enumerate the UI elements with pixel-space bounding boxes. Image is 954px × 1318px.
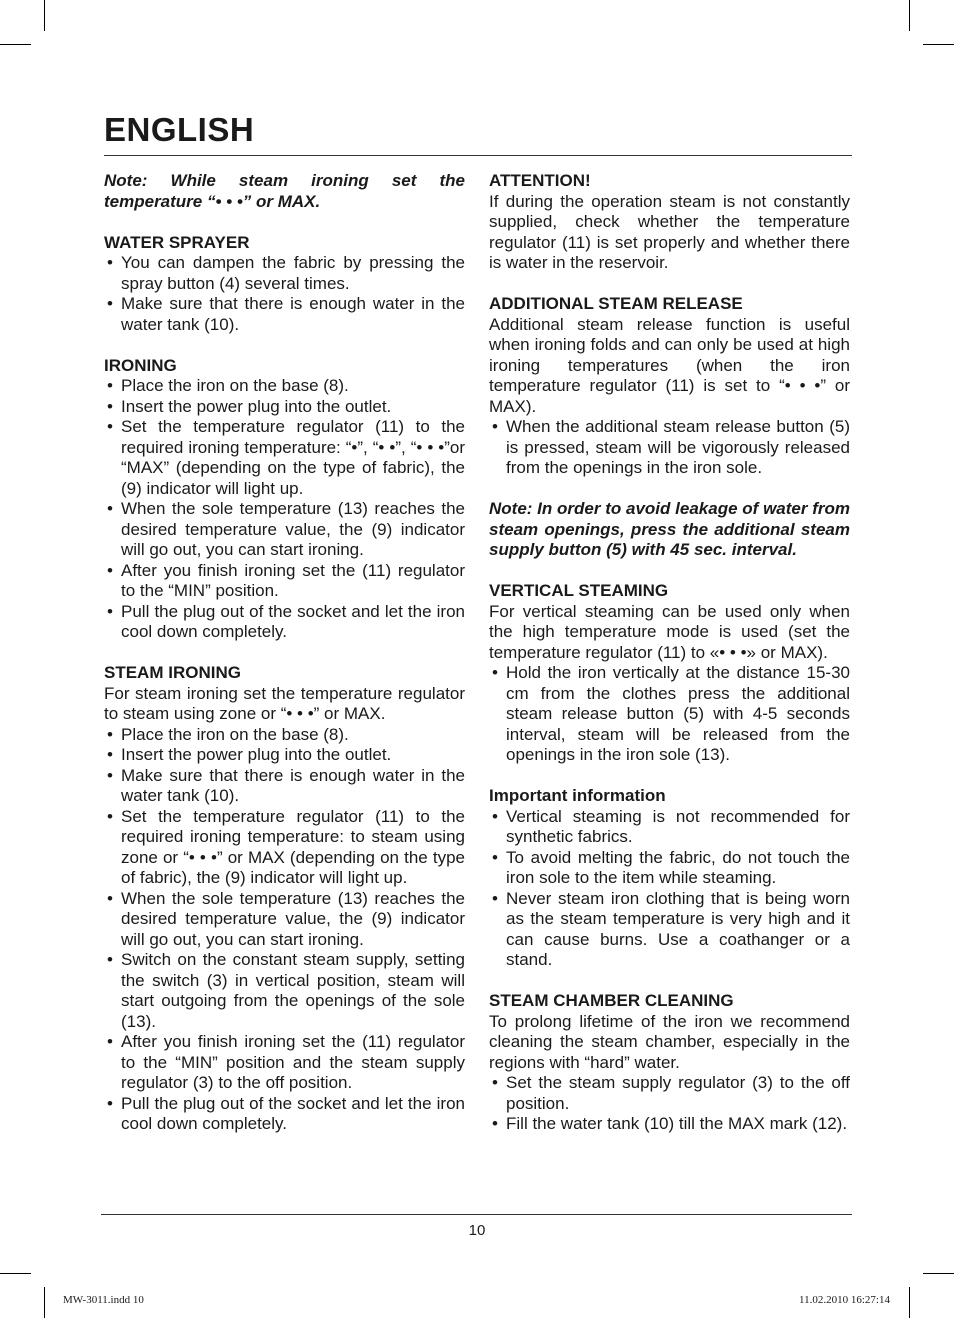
- bullet-glyph: •: [492, 417, 498, 436]
- leakage-note-section: [489, 499, 850, 561]
- right-column: [489, 171, 850, 1135]
- list-item: [104, 807, 465, 889]
- list-item-text: Set the temperature regulator (11) to the required ironing temperature: “•”, “• •”, “• • •”or “MAX” (depending on the type of fabric), the (9) indicator will light up.: [121, 417, 465, 498]
- bullet-glyph: •: [492, 1114, 498, 1133]
- print-file-slug: MW-3011.indd 10: [63, 1294, 144, 1306]
- attention-text: If during the operation steam is not constantly supplied, check whether the temperature regulator (11) is set properly and whether there is water in the reservoir.: [489, 191, 850, 272]
- bullet-glyph: •: [107, 560, 113, 580]
- list-item-text: Make sure that there is enough water in the water tank (10).: [121, 765, 465, 805]
- bullet-glyph: •: [492, 1073, 498, 1092]
- vertical-steaming-list: [489, 663, 850, 766]
- list-item-text: After you finish ironing set the (11) regulator to the “MIN” position and the steam supply regulator (3) to the off position.: [121, 1032, 465, 1092]
- water-sprayer-heading: WATER SPRAYER: [104, 232, 250, 252]
- ironing-section: [104, 356, 465, 643]
- bullet-glyph: •: [107, 765, 113, 785]
- list-item: [489, 663, 850, 766]
- crop-mark: [923, 1273, 954, 1274]
- list-item-text: Make sure that there is enough water in the water tank (10).: [121, 294, 465, 334]
- list-item-text: Vertical steaming is not recommended for synthetic fabrics.: [506, 806, 850, 846]
- list-item: [489, 1073, 850, 1114]
- steam-chamber-intro: To prolong lifetime of the iron we recommend cleaning the steam chamber, especially in the regions with “hard” water.: [489, 1011, 850, 1072]
- list-item: [104, 950, 465, 1032]
- list-item: [104, 499, 465, 561]
- steam-chamber-list: [489, 1073, 850, 1135]
- list-item: [104, 294, 465, 335]
- water-sprayer-list: [104, 253, 465, 335]
- list-item-text: Insert the power plug into the outlet.: [121, 745, 392, 764]
- list-item: [104, 889, 465, 951]
- list-item: [104, 1094, 465, 1135]
- additional-steam-intro: Additional steam release function is useful when ironing folds and can only be used at high ironing temperatures (when the iron temperature regulator (11) is set to “• • •” or MAX).: [489, 314, 850, 416]
- list-item-text: Pull the plug out of the socket and let the iron cool down completely.: [121, 1093, 465, 1133]
- steam-ironing-intro: For steam ironing set the temperature regulator to steam using zone or “• • •” or MAX.: [104, 683, 465, 723]
- list-item: [104, 561, 465, 602]
- left-column: [104, 171, 465, 1135]
- list-item: [104, 745, 465, 766]
- list-item: [489, 417, 850, 479]
- list-item-text: Fill the water tank (10) till the MAX mark (12).: [506, 1114, 848, 1133]
- vertical-steaming-heading: VERTICAL STEAMING: [489, 581, 669, 600]
- bullet-glyph: •: [107, 253, 113, 272]
- page-number: 10: [468, 1222, 486, 1239]
- attention-section: [489, 171, 850, 274]
- list-item-text: Pull the plug out of the socket and let the iron cool down completely.: [121, 601, 465, 641]
- list-item-text: Place the iron on the base (8).: [121, 724, 349, 744]
- list-item: [489, 807, 850, 848]
- list-item-text: When the sole temperature (13) reaches the desired temperature value, the (9) indicator will go out, you can start ironing.: [121, 499, 465, 559]
- print-timestamp: 11.02.2010 16:27:14: [799, 1294, 890, 1306]
- bullet-glyph: •: [107, 806, 113, 826]
- additional-steam-list: [489, 417, 850, 479]
- steam-chamber-heading: STEAM CHAMBER CLEANING: [489, 991, 734, 1010]
- bullet-glyph: •: [492, 806, 498, 826]
- bullet-glyph: •: [107, 1032, 113, 1051]
- bullet-glyph: •: [107, 294, 113, 313]
- list-item: [489, 889, 850, 971]
- bullet-glyph: •: [492, 888, 498, 908]
- crop-mark: [44, 0, 45, 31]
- important-info-heading: Important information: [489, 786, 666, 805]
- ironing-heading: IRONING: [104, 355, 177, 375]
- leakage-note: Note: In order to avoid leakage of water from steam openings, press the additional steam supply button (5) with 45 sec. interval.: [489, 499, 850, 559]
- crop-mark: [44, 1287, 45, 1318]
- list-item: [104, 725, 465, 746]
- steam-temperature-note: Note: While steam ironing set the temperature “• • •” or MAX.: [104, 171, 465, 211]
- list-item: [104, 253, 465, 294]
- water-sprayer-section: [104, 233, 465, 336]
- vertical-steaming-intro: For vertical steaming can be used only when the high temperature mode is used (set the temperature regulator (11) to «• • •» or MAX).: [489, 601, 850, 662]
- header-divider: [104, 155, 852, 156]
- list-item-text: Switch on the constant steam supply, setting the switch (3) in vertical position, steam will start outgoing from the openings of the sole (13).: [121, 950, 465, 1031]
- attention-heading: ATTENTION!: [489, 171, 591, 190]
- bullet-glyph: •: [107, 888, 113, 908]
- list-item-text: Insert the power plug into the outlet.: [121, 396, 392, 416]
- list-item-text: After you finish ironing set the (11) regulator to the “MIN” position.: [121, 560, 465, 600]
- bullet-glyph: •: [107, 724, 113, 744]
- list-item: [489, 848, 850, 889]
- list-item-text: Set the temperature regulator (11) to the required ironing temperature: to steam using zone or “• • •” or MAX (depending on the type of fabric), the (9) indicator will light up.: [121, 806, 465, 887]
- list-item: [104, 376, 465, 397]
- additional-steam-heading: ADDITIONAL STEAM RELEASE: [489, 294, 743, 313]
- additional-steam-section: [489, 294, 850, 479]
- steam-ironing-list: [104, 725, 465, 1135]
- list-item: [104, 1032, 465, 1094]
- list-item-text: When the sole temperature (13) reaches the desired temperature value, the (9) indicator will go out, you can start ironing.: [121, 888, 465, 949]
- list-item: [104, 602, 465, 643]
- crop-mark: [909, 1287, 910, 1318]
- page-title: ENGLISH: [104, 111, 255, 148]
- bullet-glyph: •: [107, 1093, 113, 1113]
- list-item: [104, 766, 465, 807]
- bullet-glyph: •: [107, 396, 113, 416]
- list-item-text: When the additional steam release button (5) is pressed, steam will be vigorously released from the openings in the iron sole.: [506, 417, 850, 477]
- crop-mark: [0, 1273, 31, 1274]
- ironing-list: [104, 376, 465, 643]
- list-item-text: Hold the iron vertically at the distance 15-30 cm from the clothes press the additional steam release button (5) with 4-5 seconds interval, steam will be released from the openings in the iron sole (13).: [506, 663, 850, 764]
- list-item-text: Set the steam supply regulator (3) to the off position.: [506, 1073, 850, 1113]
- bullet-glyph: •: [107, 499, 113, 518]
- steam-chamber-section: [489, 991, 850, 1135]
- important-info-list: [489, 807, 850, 971]
- list-item: [489, 1114, 850, 1135]
- bullet-glyph: •: [107, 601, 113, 621]
- bullet-glyph: •: [492, 847, 498, 867]
- list-item-text: You can dampen the fabric by pressing the spray button (4) several times.: [121, 253, 465, 293]
- bullet-glyph: •: [107, 417, 113, 436]
- bullet-glyph: •: [107, 950, 113, 969]
- list-item-text: Place the iron on the base (8).: [121, 376, 349, 395]
- list-item-text: Never steam iron clothing that is being worn as the steam temperature is very high and it can cause burns. Use a coathanger or a stand.: [506, 888, 850, 969]
- list-item: [104, 397, 465, 418]
- list-item: [104, 417, 465, 499]
- crop-mark: [909, 0, 910, 31]
- crop-mark: [0, 44, 31, 45]
- steam-ironing-heading: STEAM IRONING: [104, 663, 241, 682]
- footer-divider: [101, 1214, 852, 1215]
- steam-note-section: [104, 171, 465, 212]
- bullet-glyph: •: [492, 663, 498, 682]
- list-item-text: To avoid melting the fabric, do not touch the iron sole to the item while steaming.: [506, 847, 850, 887]
- bullet-glyph: •: [107, 745, 113, 764]
- vertical-steaming-section: [489, 581, 850, 766]
- steam-ironing-section: [104, 663, 465, 1135]
- bullet-glyph: •: [107, 376, 113, 395]
- important-info-section: [489, 786, 850, 971]
- crop-mark: [923, 44, 954, 45]
